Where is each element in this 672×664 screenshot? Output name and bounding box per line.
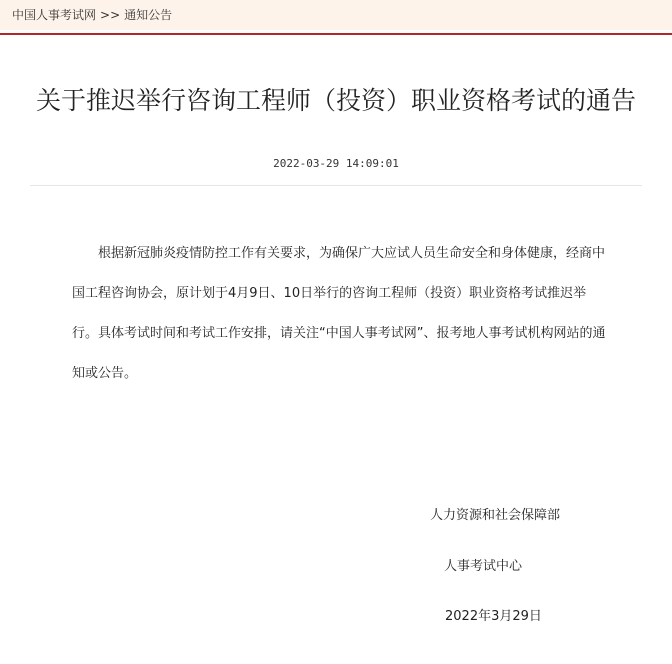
- breadcrumb-bar: [0, 0, 672, 30]
- signature-org-1: 人力资源和社会保障部: [430, 508, 561, 523]
- signature-date: 2022年3月29日: [445, 609, 542, 624]
- article-body: 根据新冠肺炎疫情防控工作有关要求，为确保广大应试人员生命安全和身体健康，经商中国工程咨询协会，原计划于4月9日、10日举行的咨询工程师（投资）职业资格考试推迟举行。具体考试时间和考试工作安排，请关注“中国人事考试网”、报考地人事考试机构网站的通知或公告。: [72, 246, 606, 381]
- article-date: 2022-03-29 14:09:01: [273, 157, 399, 170]
- breadcrumb-current-link[interactable]: 通知公告: [124, 8, 173, 22]
- breadcrumb: [12, 7, 172, 23]
- header-divider: [0, 33, 672, 35]
- signature-org-2: 人事考试中心: [444, 559, 523, 574]
- article-title: 关于推迟举行咨询工程师（投资）职业资格考试的通告: [35, 85, 636, 115]
- breadcrumb-home-link[interactable]: 中国人事考试网: [12, 8, 97, 22]
- title-divider: [30, 185, 642, 186]
- breadcrumb-separator: >>: [100, 8, 121, 22]
